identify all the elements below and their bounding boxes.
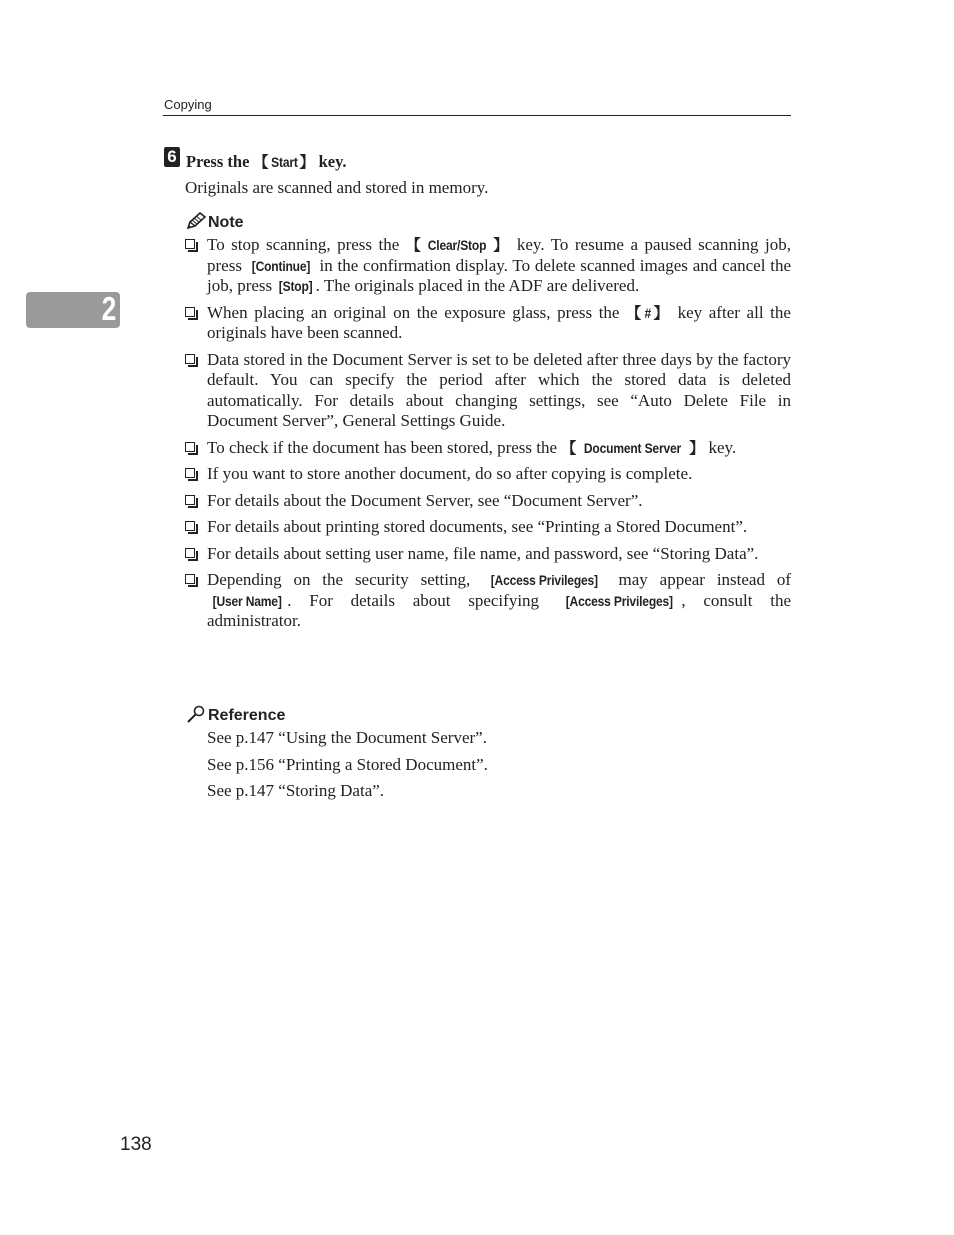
checkbox-bullet-icon <box>185 495 195 505</box>
note-text: in the confirmation display. To delete scanned images and cancel the job, press <box>207 255 791 295</box>
header-rule <box>163 115 791 116</box>
note-item <box>185 491 791 512</box>
note-text: When placing an original on the exposure glass, press the <box>207 302 627 322</box>
note-list <box>185 235 791 638</box>
note-heading <box>186 212 244 232</box>
note-item <box>185 544 791 565</box>
note-heading-text: Note <box>208 214 244 231</box>
note-text: For details about setting user name, file name, and password, see “Storing Data”. <box>207 543 759 563</box>
checkbox-bullet-icon <box>185 307 195 317</box>
key-bracket-open: 【 <box>253 153 269 171</box>
start-key-label: Start <box>270 154 298 170</box>
note-text: For details about the Document Server, see “Document Server”. <box>207 490 643 510</box>
reference-item: See p.156 “Printing a Stored Document”. <box>207 754 488 774</box>
key-label: [User Name] <box>212 592 282 609</box>
key-bracket-close: 】 <box>651 303 671 322</box>
note-text: Depending on the security setting, <box>207 570 483 589</box>
note-text: may appear instead of <box>606 570 791 589</box>
checkbox-bullet-icon <box>185 574 195 584</box>
page-number: 138 <box>120 1134 152 1155</box>
key-label: Document Server <box>584 439 682 456</box>
chapter-tab <box>26 292 120 328</box>
chapter-number: 2 <box>101 290 116 327</box>
checkbox-bullet-icon <box>185 468 195 478</box>
checkbox-bullet-icon <box>185 239 195 249</box>
reference-item: See p.147 “Using the Document Server”. <box>207 728 487 747</box>
key-bracket-open: 【 <box>405 236 423 254</box>
step-number: 6 <box>164 147 180 167</box>
reference-list <box>207 728 488 808</box>
reference-heading-text: Reference <box>208 707 286 724</box>
note-text: Data stored in the Document Server is set to be deleted after three days by the factory default. You can specify the period after which the stored data is deleted automatically. For details about changing settings, see “Auto Delete File in Document Server”, General Settings Guide. <box>207 349 791 430</box>
key-label: Clear/Stop <box>427 237 487 253</box>
note-text: , consult the administrator. <box>207 590 791 630</box>
note-text: . The originals placed in the ADF are delivered. <box>315 276 640 295</box>
note-text: key. <box>704 437 737 457</box>
key-bracket-close: 】 <box>490 236 511 254</box>
key-label: [Access Privileges] <box>490 572 598 588</box>
step-title <box>186 151 347 172</box>
step-description: Originals are scanned and stored in memory. <box>185 178 489 197</box>
note-text: If you want to store another document, do so after copying is complete. <box>207 464 693 483</box>
note-text: key after all the originals have been scanned. <box>207 302 791 342</box>
reference-item: See p.147 “Storing Data”. <box>207 781 385 800</box>
key-bracket-close: 】 <box>689 438 705 457</box>
checkbox-bullet-icon <box>185 521 195 531</box>
note-item <box>185 438 791 459</box>
note-text: . For details about specifying <box>287 590 557 610</box>
key-label: # <box>644 304 651 321</box>
note-item <box>185 303 791 344</box>
note-item <box>185 517 791 538</box>
key-bracket-close: 】 <box>299 153 315 171</box>
checkbox-bullet-icon <box>185 548 195 558</box>
note-text: For details about printing stored documents, see “Printing a Stored Document”. <box>207 517 748 536</box>
reference-heading <box>186 705 285 725</box>
note-item <box>185 570 791 632</box>
key-bracket-open: 【 <box>561 438 577 457</box>
note-item <box>185 464 791 485</box>
note-text: key. To resume a paused scanning job, press <box>207 235 791 275</box>
note-text: To check if the document has been stored, press the <box>207 437 562 457</box>
checkbox-bullet-icon <box>185 442 195 452</box>
pencil-icon <box>186 212 206 230</box>
step-title-post: key. <box>314 152 347 171</box>
checkbox-bullet-icon <box>185 354 195 364</box>
magnifier-icon <box>186 705 206 723</box>
note-item <box>185 235 791 297</box>
note-item <box>185 350 791 432</box>
key-label: [Access Privileges] <box>565 592 673 609</box>
key-label: [Continue] <box>251 257 310 274</box>
running-header: Copying <box>164 97 212 112</box>
note-text: To stop scanning, press the <box>207 235 406 254</box>
step-title-pre: Press the <box>186 152 254 171</box>
key-bracket-open: 【 <box>626 303 644 322</box>
key-label: [Stop] <box>279 278 313 294</box>
